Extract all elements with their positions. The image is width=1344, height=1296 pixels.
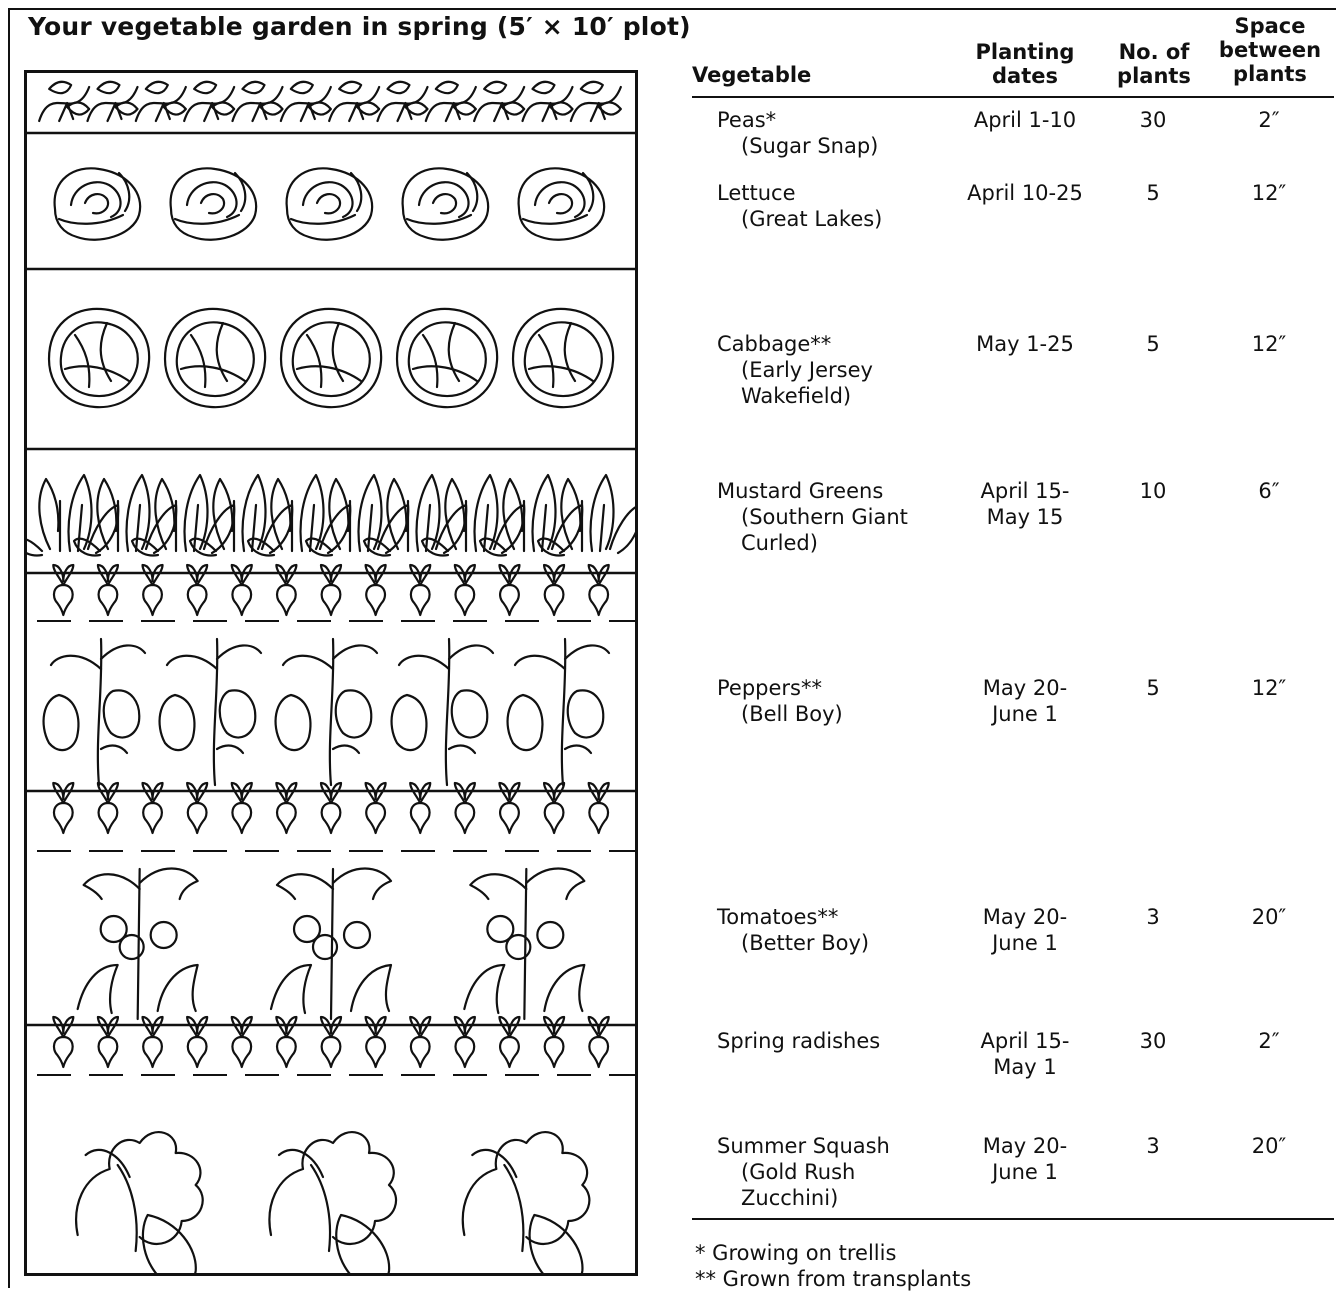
row-space-between: 2″ — [1258, 1029, 1280, 1053]
vegetable-variety: Curled) — [741, 531, 818, 555]
pepper-plant-icon — [44, 639, 145, 785]
row-vegetable-name — [717, 675, 843, 727]
cabbage-icon — [397, 309, 497, 407]
pea-vine-icon — [39, 82, 89, 121]
page-title: Your vegetable garden in spring (5′ × 10′ plot) — [28, 12, 691, 41]
header-rule — [692, 96, 1334, 98]
row-no-of-plants: 5 — [1146, 676, 1160, 700]
row-no-of-plants: 30 — [1139, 108, 1167, 132]
row-planting-dates — [950, 675, 1100, 727]
planting-date-line: April 15- — [980, 479, 1070, 503]
footnote-transplants: ** Grown from transplants — [695, 1267, 972, 1291]
vegetable-variety: (Bell Boy) — [741, 702, 843, 726]
row-planting-dates — [950, 478, 1100, 530]
header-no-of-plants: No. of plants — [1117, 40, 1191, 88]
row-vegetable-name — [717, 1028, 880, 1054]
pea-vine-icon — [426, 82, 476, 121]
planting-date-line: June 1 — [992, 931, 1058, 955]
row-no-of-plants: 5 — [1146, 332, 1160, 356]
vegetable-variety: (Great Lakes) — [741, 207, 883, 231]
pea-vine-icon — [281, 82, 331, 121]
vegetable-name: Peas* — [717, 108, 777, 132]
pea-vine-icon — [88, 82, 138, 121]
header-planting-dates: Planting dates — [975, 40, 1075, 88]
vegetable-variety: (Southern Giant — [741, 505, 908, 529]
header-space-between-plants: Space between plants — [1218, 14, 1322, 86]
vegetable-name: Spring radishes — [717, 1029, 881, 1053]
vegetable-name: Cabbage** — [717, 332, 832, 356]
row-no-of-plants: 30 — [1139, 1029, 1167, 1053]
vegetable-variety: (Sugar Snap) — [741, 134, 879, 158]
footer-rule — [692, 1218, 1334, 1220]
pea-vine-icon — [184, 82, 234, 121]
planting-date-line: April 15- — [980, 1029, 1070, 1053]
lettuce-icon — [171, 168, 257, 239]
row-no-of-plants: 10 — [1139, 479, 1167, 503]
row-space-between: 12″ — [1251, 332, 1287, 356]
pea-vine-icon — [378, 82, 428, 121]
planting-date-line: May 20- — [982, 1134, 1068, 1158]
vegetable-variety: (Early Jersey — [741, 358, 873, 382]
row-vegetable-name — [717, 904, 869, 956]
lettuce-icon — [403, 168, 489, 239]
row-vegetable-name — [717, 478, 908, 556]
pea-vine-icon — [233, 82, 283, 121]
row-planting-dates — [950, 331, 1100, 357]
vegetable-name: Summer Squash — [717, 1134, 890, 1158]
planting-date-line: May 20- — [982, 676, 1068, 700]
planting-date-line: June 1 — [992, 1160, 1058, 1184]
pea-vine-icon — [571, 82, 621, 121]
cabbage-icon — [49, 309, 149, 407]
tomato-plant-icon — [78, 869, 198, 1020]
planting-date-line: April 1-10 — [973, 108, 1077, 132]
lettuce-icon — [55, 168, 141, 239]
vegetable-name: Mustard Greens — [717, 479, 884, 503]
pea-vine-icon — [329, 82, 379, 121]
pea-vine-icon — [523, 82, 573, 121]
vegetable-variety: Wakefield) — [741, 384, 852, 408]
row-space-between: 6″ — [1258, 479, 1280, 503]
vegetable-name: Peppers** — [717, 676, 822, 700]
row-vegetable-name — [717, 180, 882, 232]
vegetable-variety: (Better Boy) — [741, 931, 870, 955]
planting-date-line: June 1 — [992, 702, 1058, 726]
row-space-between: 20″ — [1251, 1134, 1287, 1158]
row-planting-dates — [950, 180, 1100, 206]
lettuce-icon — [287, 168, 373, 239]
cabbage-icon — [513, 309, 613, 407]
row-planting-dates — [950, 904, 1100, 956]
garden-plot-illustration — [24, 70, 638, 1276]
tomato-plant-icon — [271, 869, 391, 1020]
vegetable-variety: (Gold Rush — [741, 1160, 856, 1184]
row-space-between: 12″ — [1251, 676, 1287, 700]
planting-date-line: May 1-25 — [976, 332, 1074, 356]
vegetable-name: Lettuce — [717, 181, 796, 205]
row-no-of-plants: 5 — [1146, 181, 1160, 205]
pea-vine-icon — [474, 82, 524, 121]
row-vegetable-name — [717, 1133, 890, 1211]
pepper-plant-icon — [392, 639, 493, 785]
header-vegetable: Vegetable — [692, 63, 812, 87]
squash-plant-icon — [463, 1132, 590, 1273]
planting-date-line: May 20- — [982, 905, 1068, 929]
row-space-between: 20″ — [1251, 905, 1287, 929]
planting-date-line: May 15 — [986, 505, 1064, 529]
cabbage-icon — [281, 309, 381, 407]
garden-plot-svg — [27, 73, 635, 1273]
pepper-plant-icon — [276, 639, 377, 785]
row-vegetable-name — [717, 107, 878, 159]
lettuce-icon — [519, 168, 605, 239]
vegetable-name: Tomatoes** — [717, 905, 839, 929]
pea-vine-icon — [136, 82, 186, 121]
tomato-plant-icon — [464, 869, 584, 1020]
row-planting-dates — [950, 107, 1100, 133]
row-no-of-plants: 3 — [1146, 905, 1160, 929]
squash-plant-icon — [269, 1132, 396, 1273]
row-space-between: 2″ — [1258, 108, 1280, 132]
squash-plant-icon — [76, 1132, 203, 1273]
planting-date-line: April 10-25 — [967, 181, 1083, 205]
row-planting-dates — [950, 1133, 1100, 1185]
row-vegetable-name — [717, 331, 873, 409]
planting-date-line: May 1 — [993, 1055, 1057, 1079]
cabbage-icon — [165, 309, 265, 407]
vegetable-variety: Zucchini) — [741, 1186, 839, 1210]
footnote-trellis: * Growing on trellis — [695, 1241, 897, 1265]
row-no-of-plants: 3 — [1146, 1134, 1160, 1158]
row-space-between: 12″ — [1251, 181, 1287, 205]
pepper-plant-icon — [508, 639, 609, 785]
row-planting-dates — [950, 1028, 1100, 1080]
pepper-plant-icon — [160, 639, 261, 785]
